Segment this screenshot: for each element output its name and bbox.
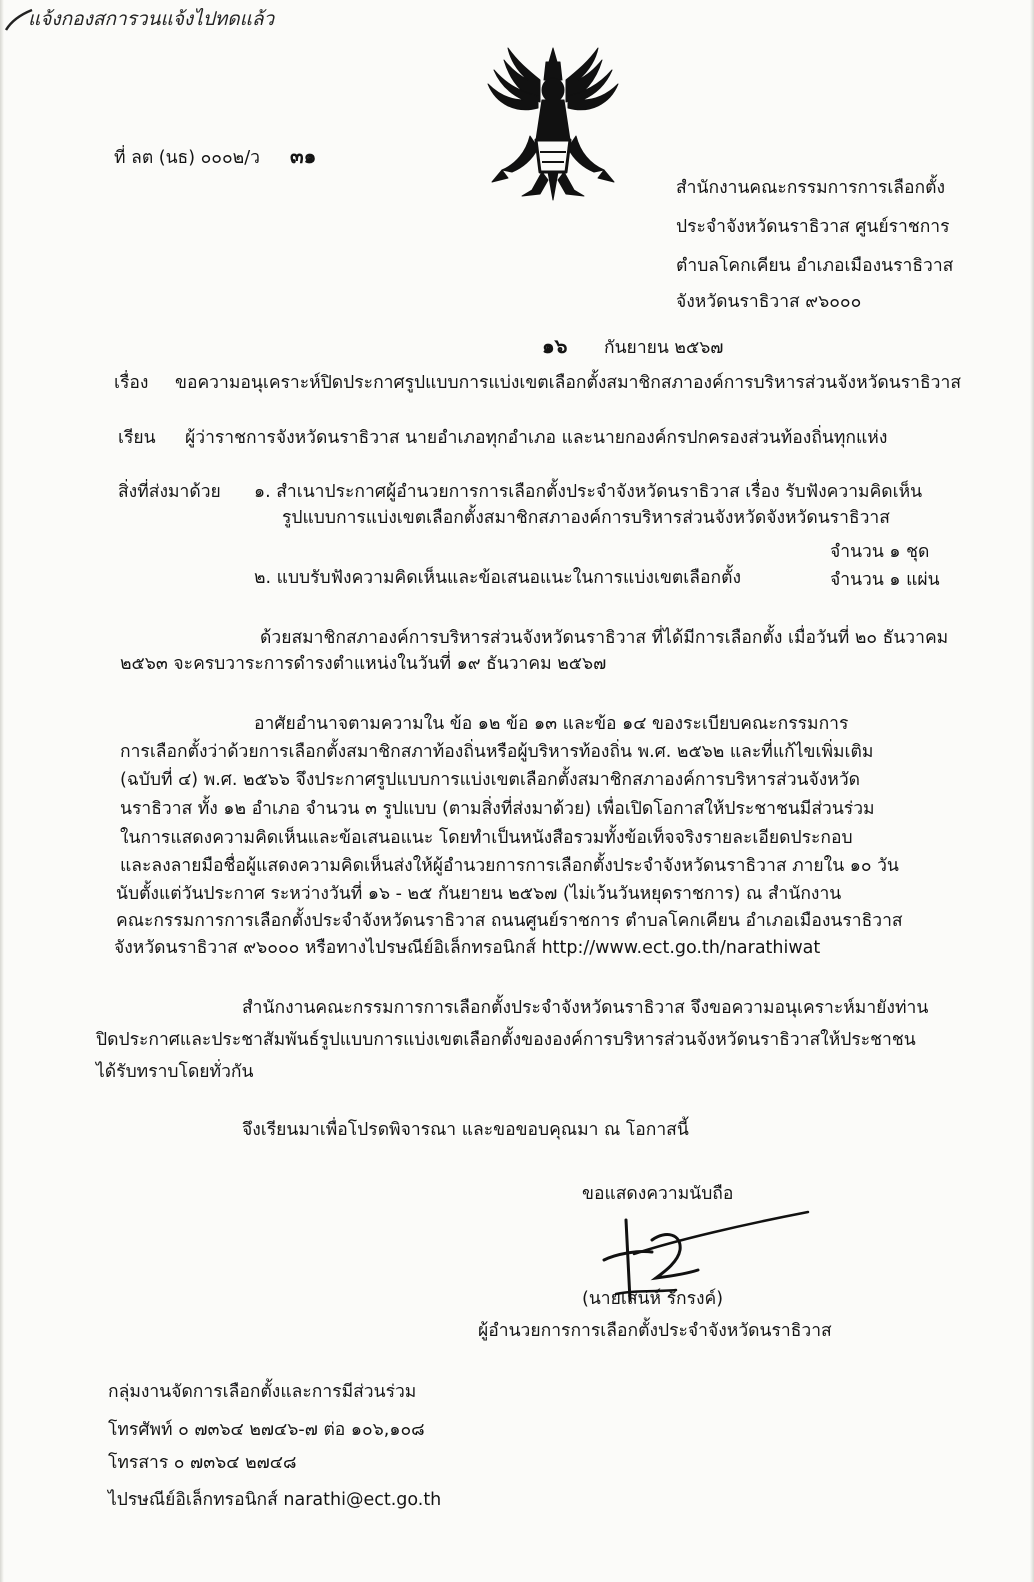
paragraph-line: คณะกรรมการการเลือกตั้งประจำจังหวัดนราธิวาส ถนนศูนย์ราชการ ตำบลโคกเคียน อำเภอเมืองนราธิวาส <box>116 911 903 931</box>
sender-line: จังหวัดนราธิวาส ๙๖๐๐๐ <box>676 292 862 312</box>
enclosure-item-line: ๒. แบบรับฟังความคิดเห็นและข้อเสนอแนะในการแบ่งเขตเลือกตั้ง <box>254 568 741 588</box>
garuda-emblem <box>482 40 624 208</box>
sender-line: ประจำจังหวัดนราธิวาส ศูนย์ราชการ <box>676 217 950 237</box>
date-month-year: กันยายน ๒๕๖๗ <box>604 338 724 358</box>
paragraph-line: นราธิวาส ทั้ง ๑๒ อำเภอ จำนวน ๓ รูปแบบ (ตามสิ่งที่ส่งมาด้วย) เพื่อเปิดโอกาสให้ประชาชนมีส่วนร่วม <box>120 799 875 819</box>
regards: ขอแสดงความนับถือ <box>582 1184 734 1204</box>
enclosure-item-line: รูปแบบการแบ่งเขตเลือกตั้งสมาชิกสภาองค์การบริหารส่วนจังหวัดจังหวัดนราธิวาส <box>282 508 890 528</box>
paragraph-line: (ฉบับที่ ๔) พ.ศ. ๒๕๖๖ จึงประกาศรูปแบบการแบ่งเขตเลือกตั้งสมาชิกสภาองค์การบริหารส่วนจังหวัด <box>120 770 861 790</box>
closing-line: จึงเรียนมาเพื่อโปรดพิจารณา และขอขอบคุณมา ณ โอกาสนี้ <box>242 1120 689 1140</box>
paragraph-line: ปิดประกาศและประชาสัมพันธ์รูปแบบการแบ่งเขตเลือกตั้งขององค์การบริหารส่วนจังหวัดนราธิวาสให้ประชาชน <box>96 1030 916 1050</box>
paragraph-line: ได้รับทราบโดยทั่วกัน <box>96 1062 254 1082</box>
paragraph-line: จังหวัดนราธิวาส ๙๖๐๐๐ หรือทางไปรษณีย์อิเล็กทรอนิกส์ http://www.ect.go.th/narathiwat <box>114 938 821 958</box>
subject: ขอความอนุเคราะห์ปิดประกาศรูปแบบการแบ่งเขตเลือกตั้งสมาชิกสภาองค์การบริหารส่วนจังหวัดนราธิวาส <box>175 373 962 393</box>
paragraph-line: ด้วยสมาชิกสภาองค์การบริหารส่วนจังหวัดนราธิวาส ที่ได้มีการเลือกตั้ง เมื่อวันที่ ๒๐ ธันวาคม <box>260 628 949 648</box>
paragraph-line: และลงลายมือชื่อผู้แสดงความคิดเห็นส่งให้ผู้อำนวยการการเลือกตั้งประจำจังหวัดนราธิวาส ภายใน ๑๐ วัน <box>120 856 899 876</box>
date-day: ๑๖ <box>542 334 568 358</box>
paragraph-line: อาศัยอำนาจตามความใน ข้อ ๑๒ ข้อ ๑๓ และข้อ ๑๔ ของระเบียบคณะกรรมการ <box>254 714 849 734</box>
enclosure-quantity: จำนวน ๑ แผ่น <box>830 570 940 590</box>
signer-title: ผู้อำนวยการการเลือกตั้งประจำจังหวัดนราธิวาส <box>478 1321 832 1341</box>
paragraph-line: นับตั้งแต่วันประกาศ ระหว่างวันที่ ๑๖ - ๒๕ กันยายน ๒๕๖๗ (ไม่เว้นวันหยุดราชการ) ณ สำนักงาน <box>116 884 842 904</box>
signer-name: (นายเสน่ห์ รักรงค์) <box>582 1289 724 1309</box>
to-recipients: ผู้ว่าราชการจังหวัดนราธิวาส นายอำเภอทุกอำเภอ และนายกองค์กรปกครองส่วนท้องถิ่นทุกแห่ง <box>185 428 888 448</box>
enclosure-label: สิ่งที่ส่งมาด้วย <box>118 482 221 502</box>
sender-line: สำนักงานคณะกรรมการการเลือกตั้ง <box>676 178 946 198</box>
contact-phone: โทรศัพท์ ๐ ๗๓๖๔ ๒๗๔๖-๗ ต่อ ๑๐๖,๑๐๘ <box>108 1420 425 1440</box>
contact-email: ไปรษณีย์อิเล็กทรอนิกส์ narathi@ect.go.th <box>108 1490 442 1510</box>
enclosure-item-line: ๑. สำเนาประกาศผู้อำนวยการการเลือกตั้งประจำจังหวัดนราธิวาส เรื่อง รับฟังความคิดเห็น <box>254 482 923 502</box>
contact-department: กลุ่มงานจัดการเลือกตั้งและการมีส่วนร่วม <box>108 1382 417 1402</box>
handwritten-note: แจ้งกองสการวนแจ้งไปทดแล้ว <box>28 8 275 30</box>
paragraph-line: การเลือกตั้งว่าด้วยการเลือกตั้งสมาชิกสภาท้องถิ่นหรือผู้บริหารท้องถิ่น พ.ศ. ๒๕๖๒ และที่แก้ไขเพิ่มเติม <box>120 742 874 762</box>
page-left-edge <box>0 0 4 1582</box>
reference-number-handwritten: ๓๑ <box>290 144 317 168</box>
paragraph-line: ๒๕๖๓ จะครบวาระการดำรงตำแหน่งในวันที่ ๑๙ ธันวาคม ๒๕๖๗ <box>120 654 607 674</box>
enclosure-quantity: จำนวน ๑ ชุด <box>830 542 930 562</box>
to-label: เรียน <box>118 428 156 448</box>
subject-label: เรื่อง <box>114 373 149 393</box>
contact-fax: โทรสาร ๐ ๗๓๖๔ ๒๗๔๘ <box>108 1453 297 1473</box>
sender-line: ตำบลโคกเคียน อำเภอเมืองนราธิวาส <box>676 256 954 276</box>
paragraph-line: สำนักงานคณะกรรมการการเลือกตั้งประจำจังหวัดนราธิวาส จึงขอความอนุเคราะห์มายังท่าน <box>242 998 929 1018</box>
reference-number: ที่ ลต (นธ) ๐๐๐๒/ว <box>114 148 260 168</box>
paragraph-line: ในการแสดงความคิดเห็นและข้อเสนอแนะ โดยทำเป็นหนังสือรวมทั้งข้อเท็จจริงรายละเอียดประกอบ <box>120 828 853 848</box>
page-right-edge <box>1030 0 1034 1582</box>
